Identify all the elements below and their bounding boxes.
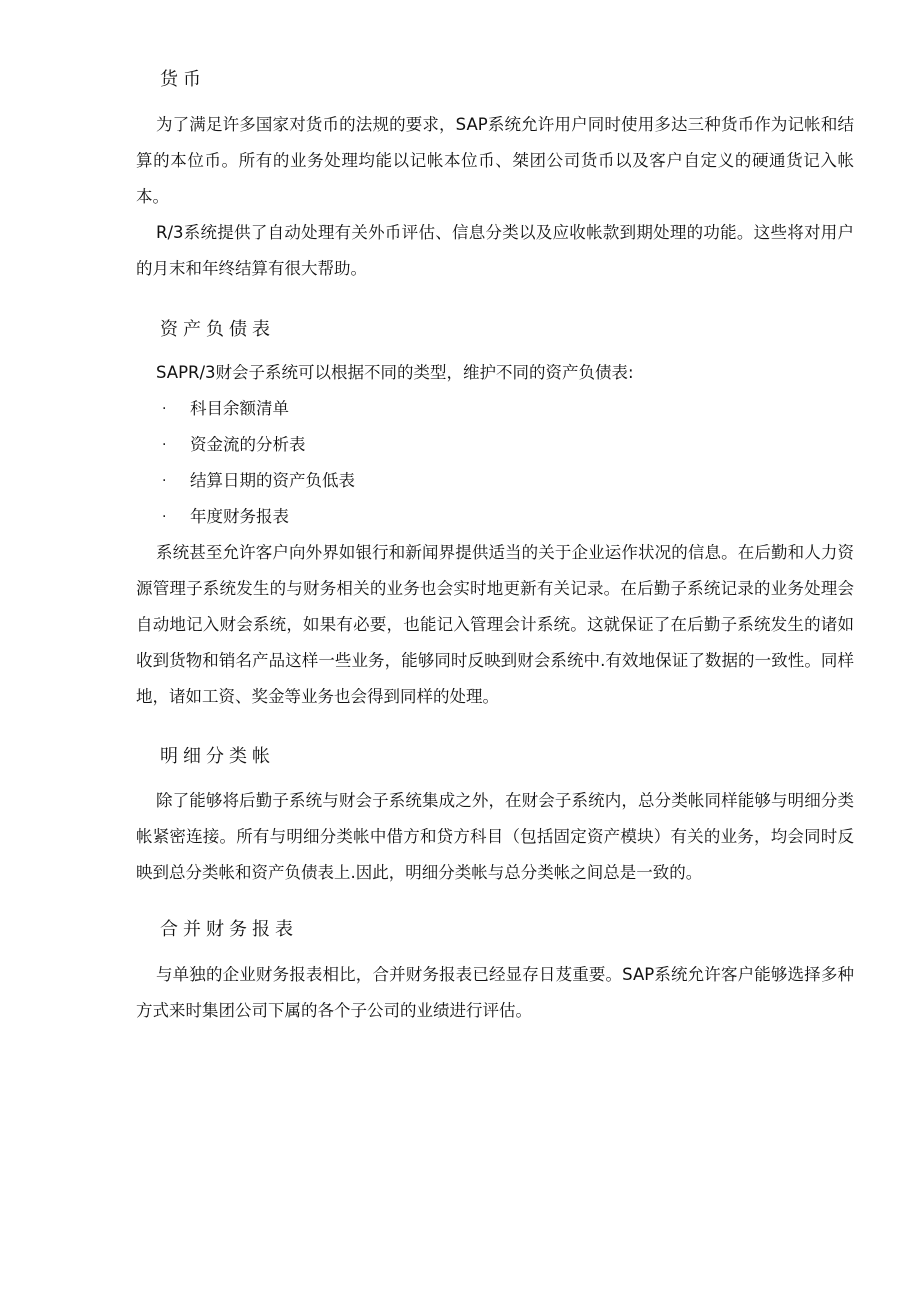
balance-sheet-intro: SAPR/3财会子系统可以根据不同的类型，维护不同的资产负债表: xyxy=(156,363,634,382)
list-item xyxy=(160,427,355,463)
bullet-icon: · xyxy=(162,437,167,453)
list-item xyxy=(160,499,355,535)
list-item-text: 资金流的分析表 xyxy=(190,435,306,454)
section-heading-balance-sheet: 资产负债表 xyxy=(160,319,275,340)
bullet-icon: · xyxy=(162,473,167,489)
currency-paragraph-2: R/3系统提供了自动处理有关外币评估、信息分类以及应收帐款到期处理的功能。这些将对用户的月末和年终结算有很大帮助。 xyxy=(136,223,854,278)
list-item-text: 结算日期的资产负低表 xyxy=(190,471,355,490)
list-item-text: 科目余额清单 xyxy=(190,399,289,418)
consolidated-statements-paragraph: 与单独的企业财务报表相比，合并财务报表已经显存日芨重要。SAP系统允许客户能够选择多种方式来时集团公司下属的各个子公司的业绩进行评估。 xyxy=(136,965,854,1020)
balance-sheet-list xyxy=(160,391,355,535)
balance-sheet-paragraph: 系统甚至允许客户向外界如银行和新闻界提供适当的关于企业运作状况的信息。在后勤和人力资源管理子系统发生的与财务相关的业务也会实时地更新有关记录。在后勤子系统记录的业务处理会自动地记入财会系统，如果有必要，也能记入管理会计系统。这就保证了在后勤子系统发生的诸如收到货物和销名产品这样一些业务，能够同时反映到财会系统中.有效地保证了数据的一致性。同样地，诸如工资、奖金等业务也会得到同样的处理。 xyxy=(136,543,854,706)
subsidiary-ledger-paragraph: 除了能够将后勤子系统与财会子系统集成之外，在财会子系统内，总分类帐同样能够与明细分类帐紧密连接。所有与明细分类帐中借方和贷方科目（包括固定资产模块）有关的业务，均会同时反映到总分类帐和资产负债表上.因此，明细分类帐与总分类帐之间总是一致的。 xyxy=(136,791,854,882)
bullet-icon: · xyxy=(162,509,167,525)
section-heading-subsidiary-ledger: 明细分类帐 xyxy=(160,746,275,767)
bullet-icon: · xyxy=(162,401,167,417)
list-item-text: 年度财务报表 xyxy=(190,507,289,526)
list-item xyxy=(160,463,355,499)
section-heading-consolidated-statements: 合并财务报表 xyxy=(160,919,298,940)
section-heading-currency: 货币 xyxy=(160,69,206,90)
currency-paragraph-1: 为了满足许多国家对货币的法规的要求，SAP系统允许用户同时使用多达三种货币作为记帐和结算的本位币。所有的业务处理均能以记帐本位币、桀团公司货币以及客户自定义的硬通货记入帐本。 xyxy=(136,115,854,206)
list-item xyxy=(160,391,355,427)
